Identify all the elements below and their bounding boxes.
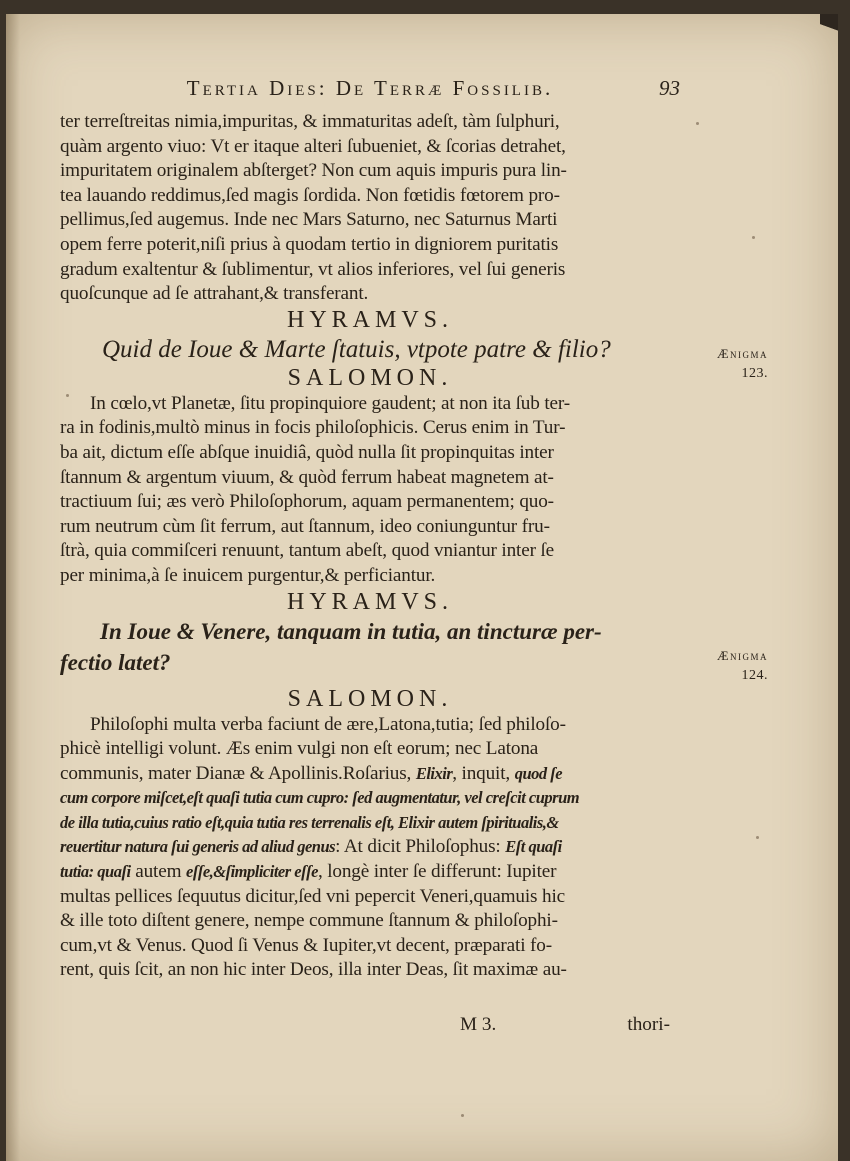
margin-label: Ænigma (716, 648, 768, 663)
text-block (60, 76, 680, 983)
signature-mark: M 3. (460, 1014, 497, 1035)
text-span: autem (130, 861, 186, 883)
paragraph-3 (60, 713, 680, 984)
spacer (60, 678, 680, 686)
italic-span: tutia: quaſi (60, 862, 131, 882)
speaker-salomon: SALOMON. (287, 685, 453, 712)
question-line: fectio latet? (60, 649, 171, 675)
text-line: Philoſophi multa verba faciunt de ære,Latona,tutia; ſed philoſo- (90, 713, 566, 735)
text-line: ra in fodinis,multò minus in focis philoſophicis. Cerus enim in Tur- (60, 417, 566, 439)
text-line: cum,vt & Venus. Quod ſi Venus & Iupiter,vt decent, præparati fo- (60, 934, 552, 956)
text-line: rent, quis ſcit, an non hic inter Deos, illa inter Deas, ſit maximæ au- (60, 959, 567, 981)
text-line: pellimus,ſed augemus. Inde nec Mars Saturno, nec Saturnus Marti (60, 209, 558, 231)
speaker-salomon: SALOMON. (287, 364, 453, 391)
text-line (60, 835, 680, 860)
text-line: phicè intelligi volunt. Æs enim vulgi non eſt eorum; nec Latona (60, 738, 539, 760)
text-line: tea lauando reddimus,ſed magis ſordida. Non fœtidis fœtorem pro- (60, 184, 560, 206)
text-line: ſtannum & argentum viuum, & quòd ferrum habeat magnetem at- (60, 466, 554, 488)
text-line: per minima,à ſe inuicem purgentur,& perficiantur. (60, 564, 436, 586)
text-line: ter terreſtreitas nimia,impuritas, & immaturitas adeſt, tàm ſulphuri, (60, 111, 560, 132)
text-line: opem ferre poterit,niſi prius à quodam tertio in digniorem puritatis (60, 233, 559, 255)
text-line: impuritatem originalem abſterget? Non cum aquis impuris pura lin- (60, 160, 567, 182)
text-line: ſtrà, quia commiſceri renuunt, tantum abeſt, quod vniantur inter ſe (60, 540, 555, 562)
text-span: : At dicit Philoſophus: (335, 836, 506, 858)
margin-note-aenigma-123 (717, 344, 768, 384)
page-gutter-shadow (6, 14, 20, 1161)
page-corner (820, 14, 838, 44)
paper-speck (752, 236, 755, 239)
text-line: In cœlo,vt Planetæ, ſitu propinquiore gaudent; at non ita ſub ter- (90, 392, 570, 414)
question-line: Quid de Ioue & Marte ſtatuis, vtpote patre & filio? (102, 335, 611, 363)
italic-span: quod ſe (514, 763, 563, 783)
paragraph-1 (60, 110, 680, 307)
running-head-title: Tertia Dies: De Terræ Fossilib. (186, 76, 554, 100)
book-page (6, 14, 838, 1161)
text-line (60, 860, 680, 885)
text-span: communis, mater Dianæ & Apollinis.Roſarius, (60, 762, 416, 784)
text-line: cum corpore miſcet,eſt quaſi tutia cum cupro: ſed augmentatur, vel creſcit cuprum (60, 788, 580, 808)
text-span: , longè inter ſe differunt: Iupiter (317, 861, 557, 883)
text-line (60, 762, 680, 787)
text-line: & ille toto diſtent genere, nempe commune ſtannum & philoſophi- (60, 910, 558, 932)
paper-speck (756, 836, 759, 839)
text-line: rum neutrum cùm ſit ferrum, aut ſtannum, ideo coniunguntur fru- (60, 515, 550, 537)
text-line: gradum exaltentur & ſublimentur, vt alios inferiores, vel ſui generis (60, 258, 566, 280)
paper-speck (696, 122, 699, 125)
paper-speck (461, 1114, 464, 1117)
paragraph-2-indent (60, 392, 680, 417)
catchword: thori- (627, 1014, 670, 1035)
text-line: quoſcunque ad ſe attrahant,& transferant. (60, 283, 369, 305)
italic-span: reuertitur natura ſui generis ad aliud genus (60, 837, 336, 857)
italic-span: Elixir (415, 763, 453, 783)
speaker-hyramus: HYRAMVS. (286, 588, 454, 615)
text-span: , inquit, (452, 762, 515, 784)
italic-span: eſſe,&ſimpliciter eſſe (186, 862, 318, 882)
running-head (60, 76, 680, 110)
text-line: tractiuum ſui; æs verò Philoſophorum, aquam permanentem; quo- (60, 491, 554, 513)
text-line: ba ait, dictum eſſe abſque inuidiâ, quòd nulla ſit propinquitas inter (60, 441, 554, 463)
text-line: multas pellices ſequutus dicitur,ſed vni pepercit Veneri,quamuis hic (60, 885, 566, 907)
italic-span: Eſt quaſi (505, 837, 562, 857)
speaker-hyramus: HYRAMVS. (286, 306, 454, 333)
margin-note-aenigma-124 (717, 646, 768, 686)
margin-number: 124. (741, 668, 768, 683)
paragraph-2 (60, 416, 680, 588)
margin-label: Ænigma (716, 346, 768, 361)
question-line: In Ioue & Venere, tanquam in tutia, an tincturæ per- (100, 618, 602, 644)
margin-number: 123. (741, 366, 768, 381)
text-line: quàm argento viuo: Vt er itaque alteri ſubueniet, & ſcorias detrahet, (60, 135, 566, 157)
page-number: 93 (659, 76, 680, 100)
text-line: de illa tutia,cuius ratio eſt,quia tutia res terrenalis eſt, Elixir autem ſpiritualis,& (60, 812, 559, 832)
